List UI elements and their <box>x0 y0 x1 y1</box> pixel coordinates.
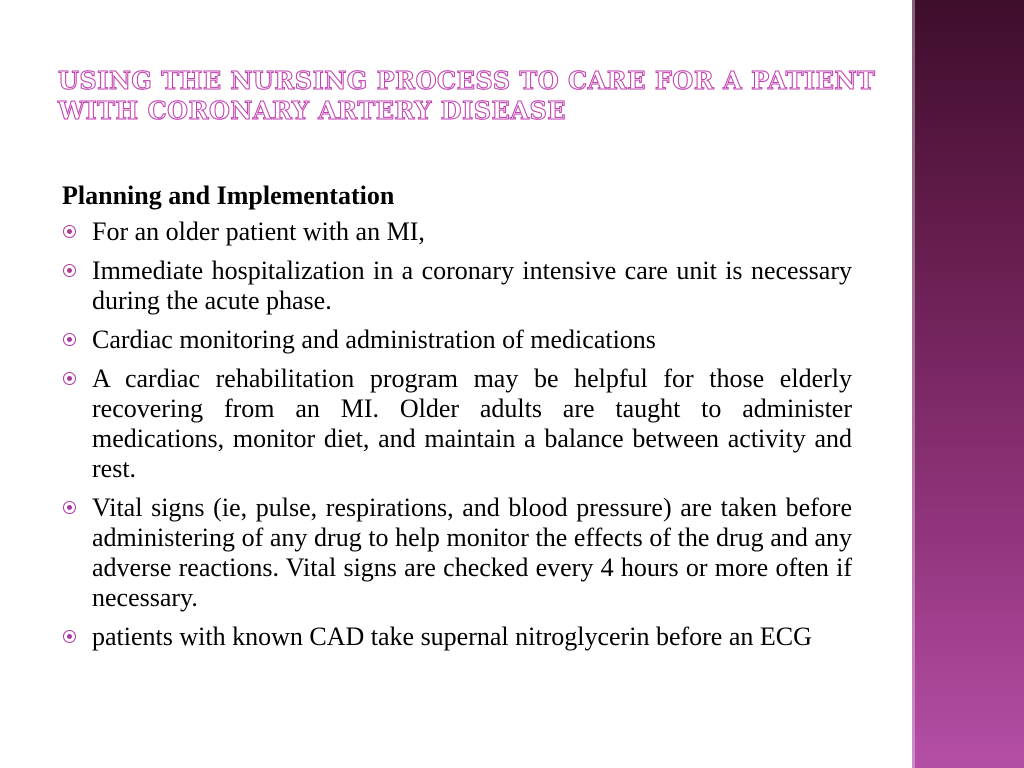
circle-dot-bullet-icon <box>63 372 76 385</box>
bullet-text: Immediate hospitalization in a coronary intensive care unit is necessary during the acute phase. <box>92 256 852 315</box>
bullet-text: patients with known CAD take supernal nitroglycerin before an ECG <box>92 622 812 651</box>
circle-dot-bullet-icon <box>63 225 76 238</box>
circle-dot-bullet-icon <box>63 333 76 346</box>
slide-title-line-2: WITH CORONARY ARTERY DISEASE <box>58 96 567 125</box>
bullet-item <box>62 256 852 316</box>
section-heading: Planning and Implementation <box>62 181 395 210</box>
bullet-text: Vital signs (ie, pulse, respirations, and blood pressure) are taken before administering of any drug to help monitor the effects of the drug and any adverse reactions. Vital signs are checked every 4 hours or more often if necessary. <box>92 493 852 612</box>
bullet-item <box>62 364 852 484</box>
slide-title-line-1: USING THE NURSING PROCESS TO CARE FOR A PATIENT <box>58 66 876 95</box>
bullet-item <box>62 325 852 355</box>
bullet-item <box>62 622 852 652</box>
bullet-item <box>62 217 852 247</box>
bullet-text: A cardiac rehabilitation program may be helpful for those elderly recovering from an MI. Older adults are taught to administer medications, monitor diet, and maintain a balance between activity and rest. <box>92 364 852 483</box>
circle-dot-bullet-icon <box>63 501 76 514</box>
bullet-item <box>62 493 852 613</box>
decorative-side-band <box>912 0 1024 768</box>
slide-content <box>62 181 852 661</box>
slide-title <box>58 66 888 126</box>
bullet-list <box>62 217 852 652</box>
circle-dot-bullet-icon <box>63 264 76 277</box>
bullet-text: For an older patient with an MI, <box>92 217 425 246</box>
bullet-text: Cardiac monitoring and administration of medications <box>92 325 656 354</box>
circle-dot-bullet-icon <box>63 630 76 643</box>
